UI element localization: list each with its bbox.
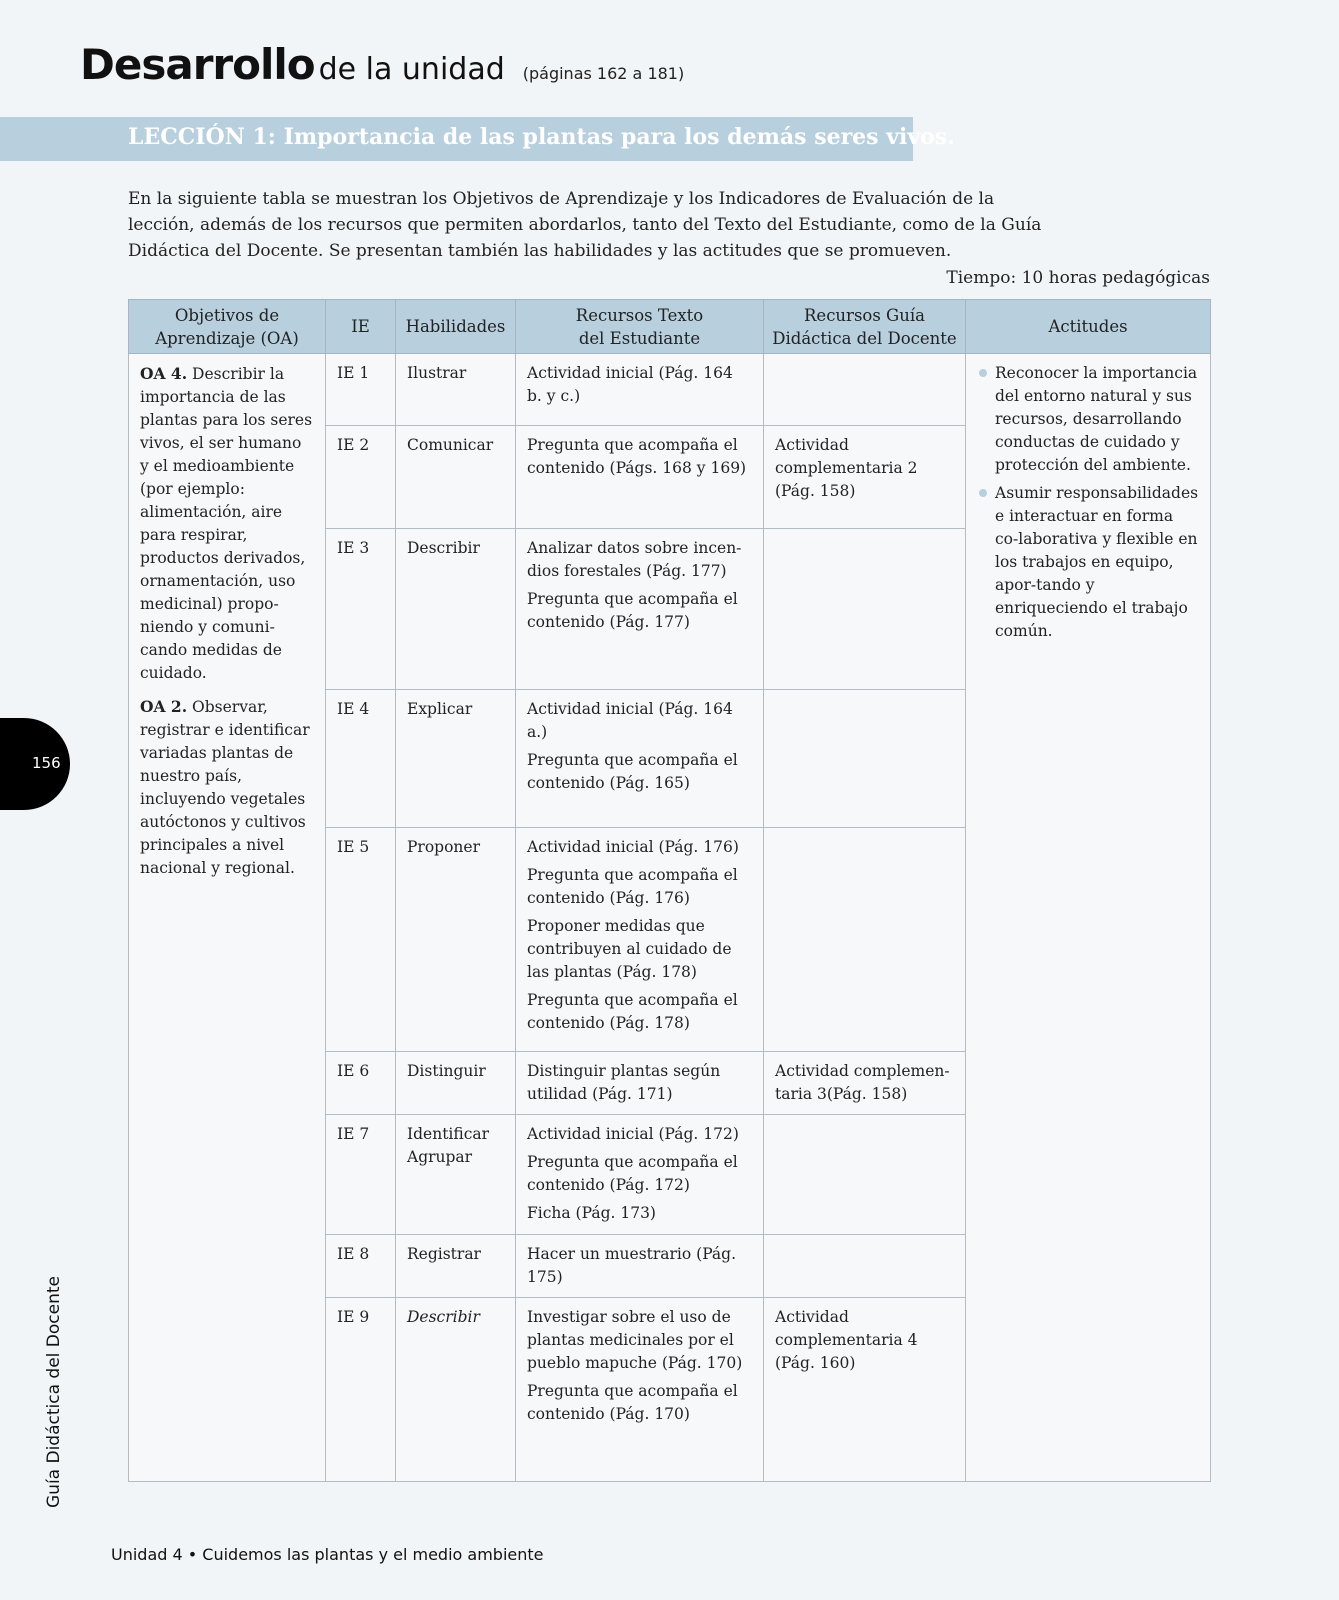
habilidad-cell: Comunicar [396, 426, 516, 529]
habilidad-cell: Describir [396, 529, 516, 690]
recursos-guia-cell [764, 828, 966, 1052]
oa-cell [129, 354, 326, 1482]
time-label: Tiempo: 10 horas pedagógicas [946, 268, 1210, 288]
header-oa: Objetivos de Aprendizaje (OA) [129, 300, 326, 354]
recursos-texto-cell: Analizar datos sobre incen-dios forestales (Pág. 177) Pregunta que acompaña el contenido (Pág. 177) [516, 529, 764, 690]
ie-cell: IE 3 [326, 529, 396, 690]
recursos-guia-cell [764, 1235, 966, 1298]
list-item: Asumir responsabilidades e interactuar en forma co-laborativa y flexible en los trabajos en equipo, apor-tando y enriqueciendo el trabajo común. [977, 482, 1199, 643]
habilidad-cell: Ilustrar [396, 354, 516, 426]
ie-cell: IE 2 [326, 426, 396, 529]
intro-paragraph: En la siguiente tabla se muestran los Objetivos de Aprendizaje y los Indicadores de Evaluación de la lección, además de los recursos que permiten abordarlos, tanto del Texto del Estudiante, como de la Guía Didáctica del Docente. Se presentan también las habilidades y las actitudes que se promueven. [128, 189, 1042, 261]
habilidad-cell: Registrar [396, 1235, 516, 1298]
recursos-guia-cell [764, 529, 966, 690]
recursos-texto-cell: Actividad inicial (Pág. 164 b. y c.) [516, 354, 764, 426]
recursos-texto-cell: Actividad inicial (Pág. 172) Pregunta que acompaña el contenido (Pág. 172) Ficha (Pág. 173) [516, 1115, 764, 1235]
actitudes-cell [966, 354, 1211, 1482]
recursos-texto-cell: Hacer un muestrario (Pág. 175) [516, 1235, 764, 1298]
page-title [80, 40, 684, 89]
page-number-tab [0, 718, 70, 810]
title-pages: (páginas 162 a 181) [522, 64, 685, 83]
header-recursos-guia: Recursos Guía Didáctica del Docente [764, 300, 966, 354]
recursos-guia-cell [764, 354, 966, 426]
ie-cell: IE 9 [326, 1298, 396, 1482]
recursos-texto-cell: Investigar sobre el uso de plantas medicinales por el pueblo mapuche (Pág. 170) Pregunta que acompaña el contenido (Pág. 170) [516, 1298, 764, 1482]
lesson-banner [0, 117, 955, 161]
recursos-texto-cell: Pregunta que acompaña el contenido (Págs. 168 y 169) [516, 426, 764, 529]
recursos-guia-cell: Actividad complementaria 2 (Pág. 158) [764, 426, 966, 529]
habilidad-cell: Explicar [396, 690, 516, 828]
side-label: Guía Didáctica del Docente [44, 1276, 64, 1508]
page-number: 156 [32, 754, 61, 772]
title-main: Desarrollo [80, 40, 315, 89]
habilidad-cell: Describir [396, 1298, 516, 1482]
table-header-row [129, 300, 1211, 354]
recursos-texto-cell: Actividad inicial (Pág. 176) Pregunta que acompaña el contenido (Pág. 176) Proponer medidas que contribuyen al cuidado de las plantas (Pág. 178) Pregunta que acompaña el contenido (Pág. 178) [516, 828, 764, 1052]
title-secondary: de la unidad [318, 52, 505, 87]
habilidad-cell: Identificar Agrupar [396, 1115, 516, 1235]
oa-item: OA 2. Observar, registrar e identificar variadas plantas de nuestro país, incluyendo vegetales autóctonos y cultivos principales a nivel nacional y regional. [140, 697, 310, 877]
table-row [129, 354, 1211, 426]
lesson-title: LECCIÓN 1: Importancia de las plantas para los demás seres vivos. [128, 124, 955, 150]
ie-cell: IE 4 [326, 690, 396, 828]
ie-cell: IE 6 [326, 1052, 396, 1115]
header-recursos-texto: Recursos Texto del Estudiante [516, 300, 764, 354]
habilidad-cell: Distinguir [396, 1052, 516, 1115]
bullet-icon [979, 489, 987, 497]
ie-cell: IE 1 [326, 354, 396, 426]
ie-cell: IE 5 [326, 828, 396, 1052]
recursos-guia-cell [764, 1115, 966, 1235]
oa-item: OA 4. Describir la importancia de las plantas para los seres vivos, el ser humano y el medioambiente (por ejemplo: alimentación, aire para respirar, productos derivados, ornamentación, uso medicinal) propo-niendo y comuni-cando medidas de cuidado. [140, 364, 313, 682]
recursos-guia-cell: Actividad complemen-taria 3(Pág. 158) [764, 1052, 966, 1115]
header-ie: IE [326, 300, 396, 354]
lesson-plan-table [128, 299, 1211, 1482]
habilidad-cell: Proponer [396, 828, 516, 1052]
header-actitudes: Actitudes [966, 300, 1211, 354]
footer-text: Unidad 4 • Cuidemos las plantas y el medio ambiente [111, 1545, 544, 1564]
ie-cell: IE 7 [326, 1115, 396, 1235]
recursos-texto-cell: Distinguir plantas según utilidad (Pág. 171) [516, 1052, 764, 1115]
bullet-icon [979, 369, 987, 377]
recursos-guia-cell: Actividad complementaria 4 (Pág. 160) [764, 1298, 966, 1482]
recursos-texto-cell: Actividad inicial (Pág. 164 a.) Pregunta que acompaña el contenido (Pág. 165) [516, 690, 764, 828]
list-item: Reconocer la importancia del entorno natural y sus recursos, desarrollando conductas de cuidado y protección del ambiente. [977, 362, 1199, 477]
header-habilidades: Habilidades [396, 300, 516, 354]
recursos-guia-cell [764, 690, 966, 828]
ie-cell: IE 8 [326, 1235, 396, 1298]
